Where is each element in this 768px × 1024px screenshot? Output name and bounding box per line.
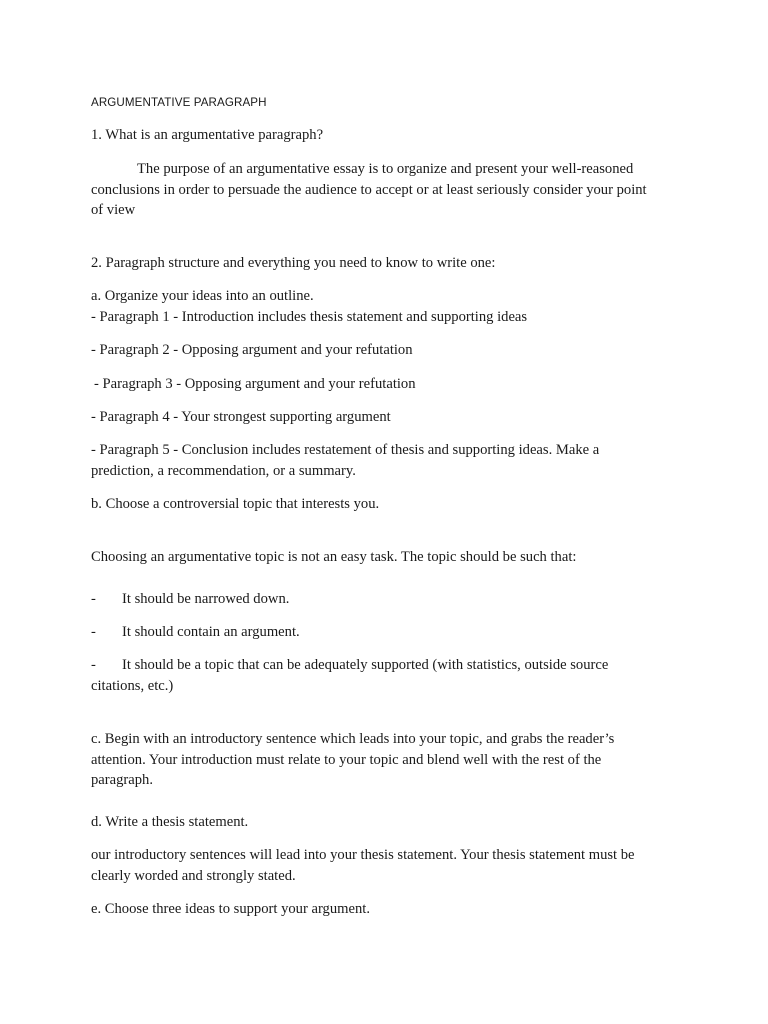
outline-item-5-line-1: - Paragraph 5 - Conclusion includes restatement of thesis and supporting ideas. Make a (91, 442, 600, 458)
document-title: ARGUMENTATIVE PARAGRAPH (91, 96, 267, 109)
bullet-marker: - (91, 591, 96, 607)
outline-item-2: - Paragraph 2 - Opposing argument and your refutation (91, 342, 413, 358)
section-d-line-1: our introductory sentences will lead into your thesis statement. Your thesis statement must be (91, 847, 635, 863)
bullet-item-3-line-2: citations, etc.) (91, 678, 174, 694)
outline-item-5-line-2: prediction, a recommendation, or a summary. (91, 463, 356, 479)
paragraph-1-line-1: The purpose of an argumentative essay is to organize and present your well-reasoned (137, 161, 634, 177)
section-b-intro: Choosing an argumentative topic is not an easy task. The topic should be such that: (91, 549, 577, 565)
paragraph-1-line-3: of view (91, 202, 136, 218)
section-e-heading: e. Choose three ideas to support your argument. (91, 901, 370, 917)
question-2: 2. Paragraph structure and everything you need to know to write one: (91, 255, 496, 271)
section-a-heading: a. Organize your ideas into an outline. (91, 288, 314, 304)
section-c-line-2: attention. Your introduction must relate to your topic and blend well with the rest of the (91, 752, 602, 768)
bullet-item-2: It should contain an argument. (122, 624, 300, 640)
outline-item-4: - Paragraph 4 - Your strongest supporting argument (91, 409, 391, 425)
bullet-marker: - (91, 657, 96, 673)
outline-item-1: - Paragraph 1 - Introduction includes thesis statement and supporting ideas (91, 309, 528, 325)
section-b-heading: b. Choose a controversial topic that interests you. (91, 496, 380, 512)
bullet-marker: - (91, 624, 96, 640)
paragraph-1-line-2: conclusions in order to persuade the audience to accept or at least seriously consider your point (91, 182, 647, 198)
outline-item-3: - Paragraph 3 - Opposing argument and your refutation (94, 376, 416, 392)
bullet-item-3-line-1: It should be a topic that can be adequately supported (with statistics, outside source (122, 657, 609, 673)
section-d-heading: d. Write a thesis statement. (91, 814, 249, 830)
bullet-item-1: It should be narrowed down. (122, 591, 290, 607)
question-1: 1. What is an argumentative paragraph? (91, 127, 324, 143)
section-d-line-2: clearly worded and strongly stated. (91, 868, 296, 884)
section-c-line-3: paragraph. (91, 772, 153, 788)
section-c-line-1: c. Begin with an introductory sentence which leads into your topic, and grabs the reader’s (91, 731, 615, 747)
